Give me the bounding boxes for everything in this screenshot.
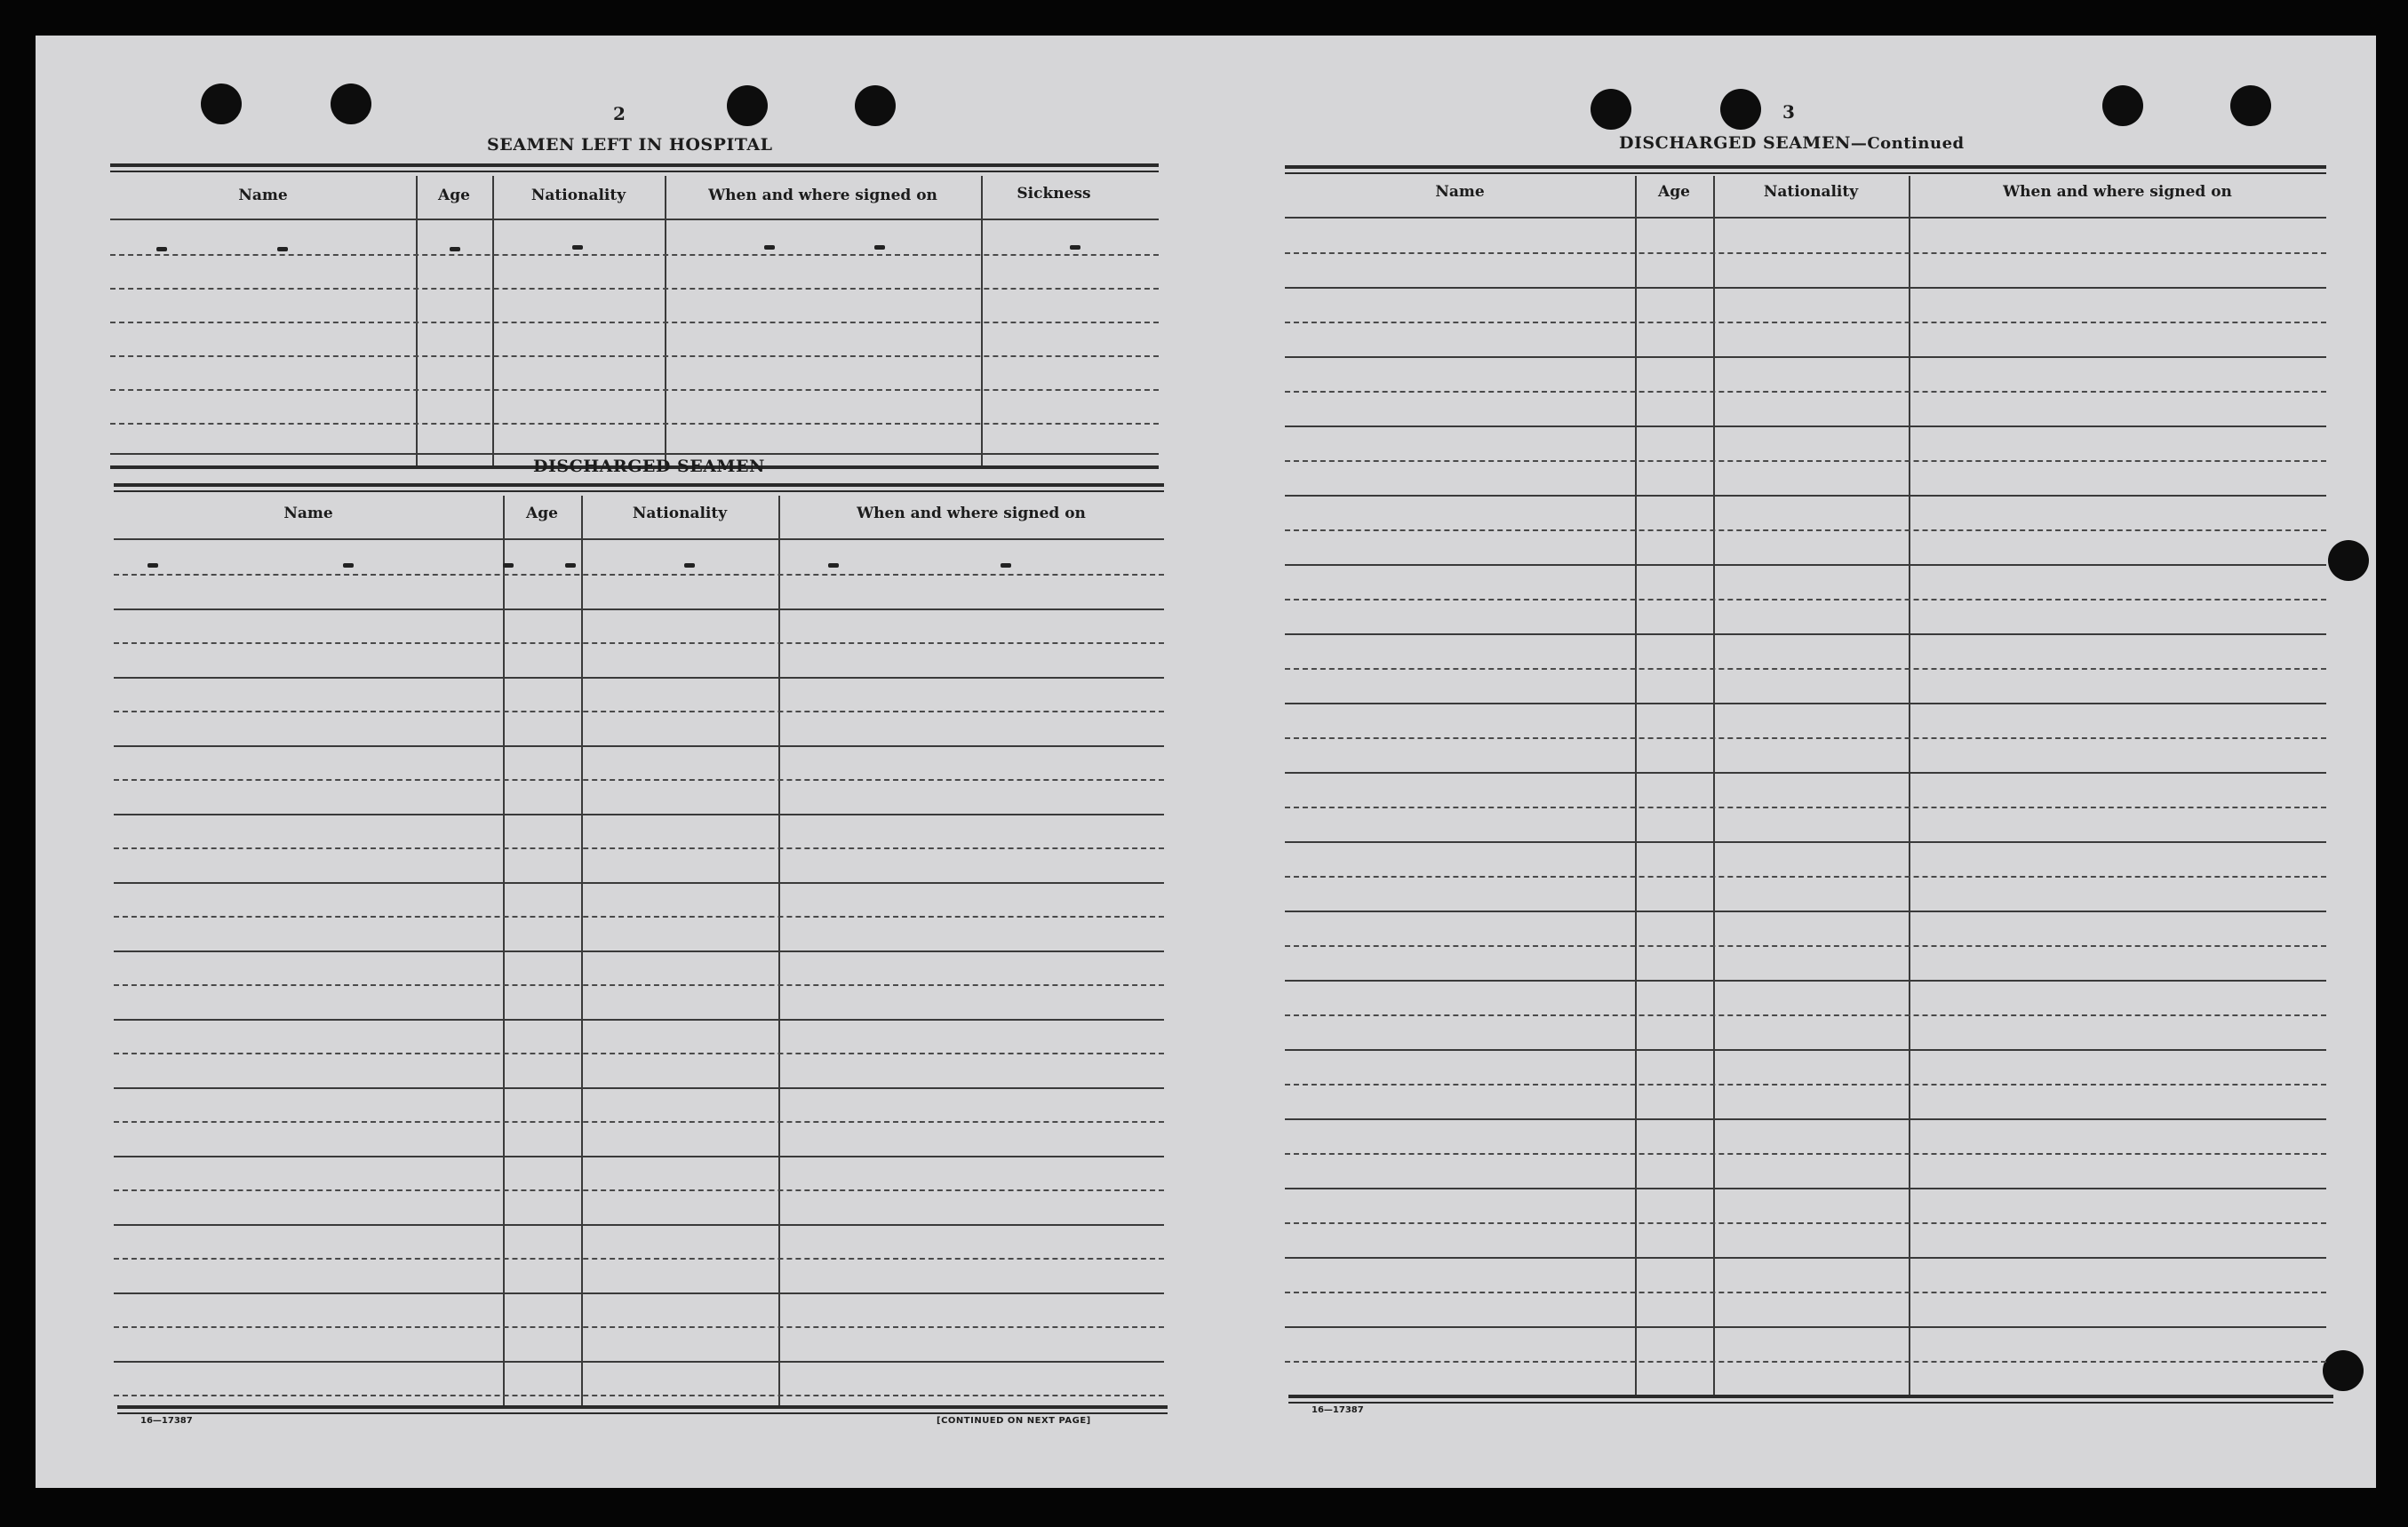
- table-row: [114, 1292, 1164, 1294]
- table-row: [1285, 807, 2326, 808]
- table-row: [1285, 1153, 2326, 1155]
- right-table-top-rule: [1285, 165, 2326, 169]
- discharged-table-top-rule: [114, 483, 1164, 487]
- right-col-signed-on: When and where signed on: [2003, 183, 2232, 201]
- punch-hole: [727, 85, 768, 126]
- table-row: [1285, 322, 2326, 323]
- table-row: [114, 677, 1164, 679]
- hospital-col-name: Name: [238, 187, 288, 204]
- punch-hole: [1591, 89, 1631, 130]
- table-row: [114, 1019, 1164, 1021]
- table-row: [110, 322, 1159, 323]
- table-row: [114, 1189, 1164, 1191]
- table-row: [1285, 737, 2326, 739]
- hospital-table-top-rule: [110, 163, 1159, 167]
- table-row: [1285, 1049, 2326, 1051]
- discharged-col-signed-on: When and where signed on: [857, 505, 1086, 522]
- right-page-number: 3: [1782, 101, 1795, 123]
- table-row: [110, 389, 1159, 391]
- discharged-col-name: Name: [283, 505, 333, 522]
- table-row: [1285, 425, 2326, 427]
- table-row: [114, 745, 1164, 747]
- table-row: [114, 814, 1164, 815]
- table-row: [1285, 980, 2326, 982]
- table-row: [114, 1224, 1164, 1226]
- table-row: [1285, 1014, 2326, 1016]
- table-row: [1285, 287, 2326, 289]
- left-form-code: 16—17387: [140, 1416, 193, 1426]
- right-col-age: Age: [1658, 183, 1690, 201]
- right-col-name: Name: [1435, 183, 1485, 201]
- discharged-section-title: DISCHARGED SEAMEN: [533, 457, 765, 476]
- table-row: [1285, 911, 2326, 912]
- table-row: [1285, 1084, 2326, 1086]
- table-row: [1285, 772, 2326, 774]
- right-section-title: [1619, 133, 1965, 153]
- table-row: [1285, 703, 2326, 704]
- table-row: [114, 847, 1164, 849]
- table-row: [1285, 1118, 2326, 1120]
- table-row: [1285, 460, 2326, 462]
- discharged-col-age: Age: [526, 505, 558, 522]
- hospital-col-nationality: Nationality: [530, 187, 626, 204]
- right-section-title-main: DISCHARGED SEAMEN: [1619, 133, 1851, 153]
- continued-note: [CONTINUED ON NEXT PAGE]: [937, 1416, 1091, 1426]
- table-row: [114, 1156, 1164, 1157]
- table-row: [114, 574, 1164, 576]
- table-row: [110, 355, 1159, 357]
- table-row: [110, 254, 1159, 256]
- table-row: [114, 642, 1164, 644]
- table-row: [114, 1053, 1164, 1054]
- table-row: [1285, 599, 2326, 600]
- table-row: [114, 1361, 1164, 1363]
- left-page-number: 2: [613, 103, 626, 124]
- table-row: [1285, 1326, 2326, 1328]
- table-row: [114, 1087, 1164, 1089]
- table-row: [1285, 1292, 2326, 1293]
- table-row: [1285, 841, 2326, 843]
- table-row: [114, 608, 1164, 610]
- table-row: [114, 916, 1164, 918]
- table-row: [1285, 668, 2326, 670]
- table-row: [114, 1395, 1164, 1396]
- table-row: [1285, 633, 2326, 635]
- right-form-code: 16—17387: [1312, 1405, 1364, 1415]
- table-row: [1285, 495, 2326, 497]
- hospital-col-age: Age: [438, 187, 470, 204]
- table-row: [110, 288, 1159, 290]
- right-table-bottom-rule: [1288, 1395, 2333, 1398]
- table-row: [114, 1258, 1164, 1260]
- table-row: [1285, 356, 2326, 358]
- hospital-col-signed-on: When and where signed on: [708, 187, 937, 204]
- table-row: [114, 882, 1164, 884]
- table-row: [1285, 252, 2326, 254]
- discharged-table-bottom-rule: [117, 1405, 1168, 1409]
- table-row: [114, 711, 1164, 712]
- table-row: [114, 1121, 1164, 1123]
- right-col-nationality: Nationality: [1763, 183, 1859, 201]
- right-section-title-suffix: —Continued: [1850, 134, 1965, 153]
- table-row: [110, 423, 1159, 425]
- punch-hole: [2230, 85, 2271, 126]
- punch-hole: [855, 85, 896, 126]
- punch-hole: [201, 84, 242, 124]
- punch-hole: [2102, 85, 2143, 126]
- document-sheet: [36, 36, 2376, 1488]
- hospital-col-sickness: Sickness: [1017, 185, 1091, 203]
- table-row: [114, 984, 1164, 986]
- table-row: [114, 950, 1164, 952]
- table-row: [1285, 876, 2326, 878]
- discharged-col-nationality: Nationality: [632, 505, 728, 522]
- punch-hole: [331, 84, 371, 124]
- table-row: [1285, 391, 2326, 393]
- table-row: [1285, 1188, 2326, 1189]
- table-row: [114, 779, 1164, 781]
- table-row: [1285, 564, 2326, 566]
- table-row: [114, 1326, 1164, 1328]
- hospital-section-title: SEAMEN LEFT IN HOSPITAL: [487, 135, 773, 155]
- punch-hole: [1720, 89, 1761, 130]
- punch-hole: [2323, 1350, 2364, 1391]
- table-row: [1285, 1361, 2326, 1363]
- table-row: [1285, 945, 2326, 947]
- table-row: [1285, 1222, 2326, 1224]
- table-row: [1285, 529, 2326, 531]
- punch-hole: [2328, 540, 2369, 581]
- table-row: [1285, 1257, 2326, 1259]
